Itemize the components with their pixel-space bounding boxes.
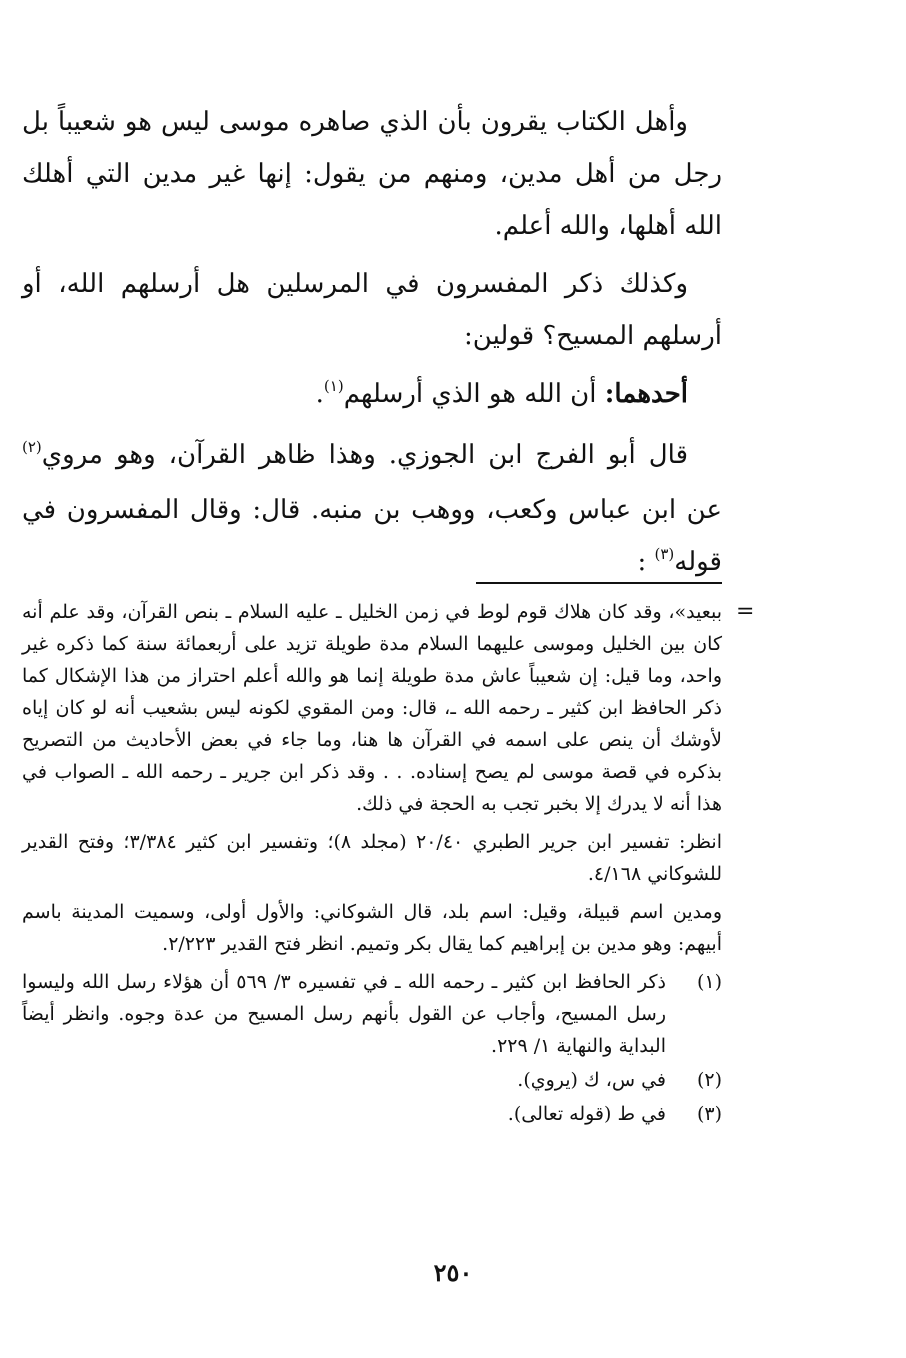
footnote-2: [22, 1064, 722, 1096]
footnote-continued-2: انظر: تفسير ابن جرير الطبري ٢٠/٤٠ (مجلد ٨)؛ وتفسير ابن كثير ٣/٣٨٤؛ وفتح القدير للشوكاني ٤/١٦٨.: [22, 831, 722, 885]
paragraph-3: [22, 368, 722, 423]
paragraph-3-text: أن الله هو الذي أرسلهم: [343, 379, 597, 409]
paragraph-4-part-b: عن ابن عباس وكعب، ووهب بن منبه. قال: وقال المفسرون في قوله: [22, 495, 722, 577]
main-text: [22, 96, 722, 597]
footnote-2-text: في س، ك (يروي).: [517, 1069, 666, 1091]
footnote-3: [22, 1098, 722, 1130]
page-number: ٢٥٠: [433, 1258, 473, 1287]
paragraph-2: وكذلك ذكر المفسرون في المرسلين هل أرسلهم الله، أو أرسلهم المسيح؟ قولين:: [22, 269, 722, 351]
paragraph-4: [22, 429, 722, 591]
footnotes: [22, 596, 722, 1132]
footnote-1-text: ذكر الحافظ ابن كثير ـ رحمه الله ـ في تفسيره ٣/ ٥٦٩ أن هؤلاء رسل الله وليسوا رسل المسيح، وأجاب عن القول بأنهم رسل المسيح من عدة وجوه. وانظر أيضاً البداية والنهاية ١/ ٢٢٩.: [22, 971, 667, 1057]
footnote-separator: [476, 582, 722, 584]
footnote-1: [22, 966, 722, 1062]
footnote-ref-3: (٣): [654, 545, 675, 563]
footnote-ref-1: (١): [323, 377, 344, 395]
footnote-ref-2: (٢): [22, 438, 42, 456]
footnote-2-number: (٢): [696, 1069, 722, 1091]
paragraph-1: وأهل الكتاب يقرون بأن الذي صاهره موسى ليس هو شعيباً بل رجل من أهل مدين، ومنهم من يقول: إنها غير مدين التي أهلك الله أهلها، والله أعلم.: [22, 107, 722, 241]
paragraph-4-part-a: قال أبو الفرج ابن الجوزي. وهذا ظاهر القرآن، وهو مروي: [41, 440, 688, 470]
footnote-continued-1: ببعيد»، وقد كان هلاك قوم لوط في زمن الخليل ـ عليه السلام ـ بنص القرآن، وقد علم أنه كان بين الخليل وموسى عليهما السلام مدة طويلة تزيد على أربعمائة سنة كما ذكره غير واحد، وما قيل: إن شعيباً عاش مدة طويلة إنما هو والله أعلم احتراز من هذا الإشكال كما ذكر الحافظ ابن كثير ـ رحمه الله ـ، قال: ومن المقوي لكونه ليس بشعيب أنه لو كان إياه لأوشك أن ينص على اسمه في القرآن ها هنا، وما جاء في بعض الأحاديث من التصريح بذكره في قصة موسى لم يصح إسناده. . . وقد ذكر ابن جرير ـ رحمه الله ـ الصواب في هذا أنه لا يدرك إلا بخبر تجب به الحجة في ذلك.: [22, 601, 722, 815]
footnote-continued-3: ومدين اسم قبيلة، وقيل: اسم بلد، قال الشوكاني: والأول أولى، وسميت المدينة باسم أبيهم: وهو مدين بن إبراهيم كما يقال بكر وتميم. انظر فتح القدير ٢/٢٢٣.: [22, 901, 722, 955]
footnote-3-text: في ط (قوله تعالى).: [507, 1103, 666, 1125]
paragraph-4-end: :: [637, 547, 647, 577]
continuation-mark: =: [736, 599, 755, 624]
paragraph-3-end: .: [315, 379, 324, 409]
footnote-3-number: (٣): [696, 1103, 722, 1125]
footnote-1-number: (١): [696, 971, 722, 993]
paragraph-3-label: أحدهما:: [604, 379, 688, 409]
